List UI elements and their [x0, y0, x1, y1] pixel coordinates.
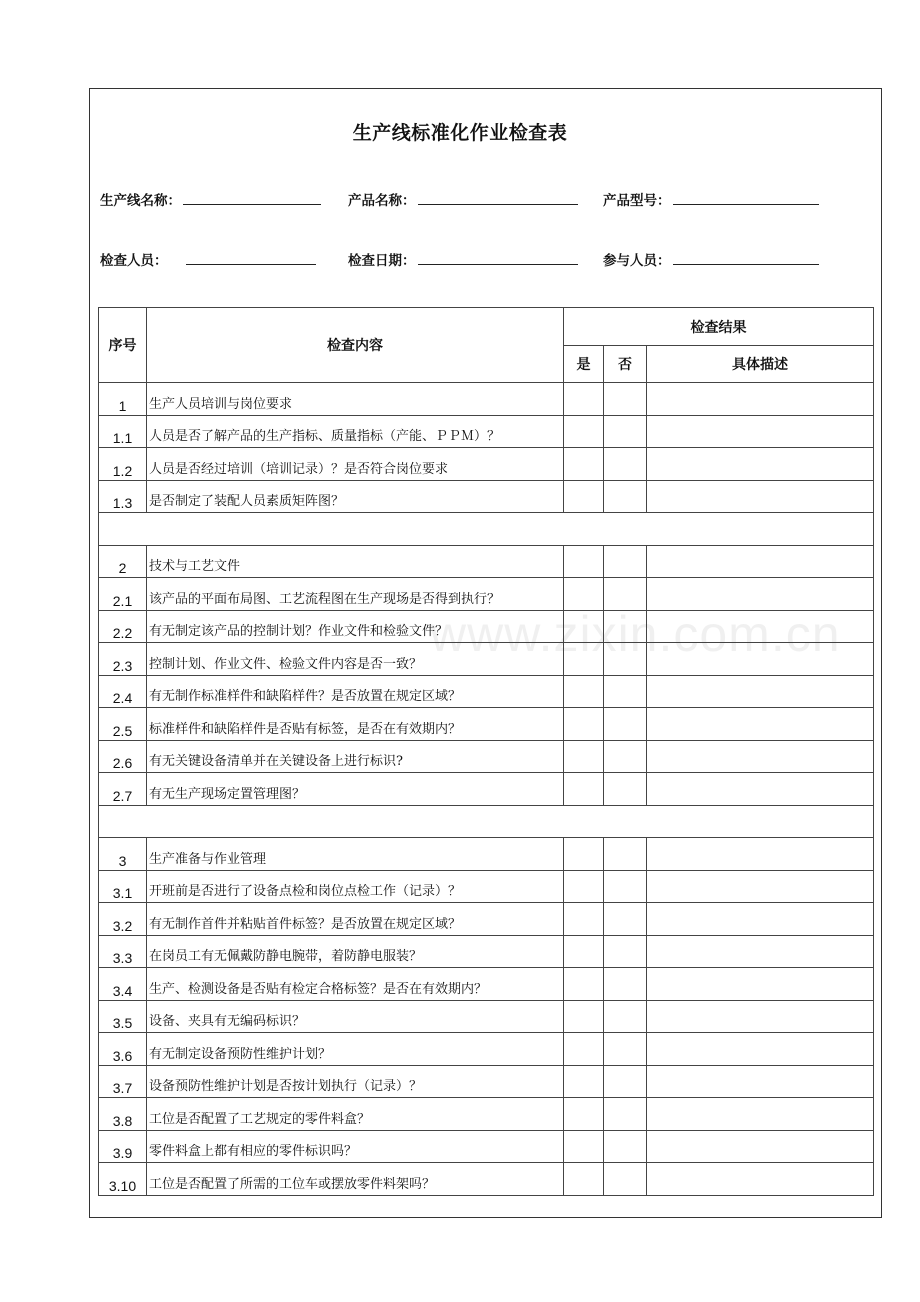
description-cell[interactable]: [647, 838, 874, 871]
table-row: [99, 480, 874, 513]
yes-cell[interactable]: [564, 708, 604, 741]
participants-field: [603, 249, 819, 269]
row-number: 3.8: [99, 1098, 147, 1131]
table-row: [99, 415, 874, 448]
yes-cell[interactable]: [564, 675, 604, 708]
yes-cell[interactable]: [564, 870, 604, 903]
no-cell[interactable]: [604, 838, 647, 871]
row-content: 人员是否经过培训（培训记录）？是否符合岗位要求: [147, 448, 564, 481]
no-cell[interactable]: [604, 610, 647, 643]
table-row: [99, 448, 874, 481]
description-cell[interactable]: [647, 773, 874, 806]
no-cell[interactable]: [604, 935, 647, 968]
yes-cell[interactable]: [564, 1000, 604, 1033]
date-field: [348, 249, 578, 269]
product-model-label: 产品型号：: [603, 193, 671, 209]
description-cell[interactable]: [647, 708, 874, 741]
row-content: 生产人员培训与岗位要求: [147, 383, 564, 416]
yes-cell[interactable]: [564, 415, 604, 448]
row-number: 2.3: [99, 643, 147, 676]
row-number: 3.5: [99, 1000, 147, 1033]
row-content: 有无制作首件并粘贴首件标签？是否放置在规定区域？: [147, 903, 564, 936]
product-name-input[interactable]: [418, 191, 578, 205]
product-name-field: [348, 189, 578, 209]
no-cell[interactable]: [604, 675, 647, 708]
row-number: 1.3: [99, 480, 147, 513]
yes-cell[interactable]: [564, 1033, 604, 1066]
row-number: 3.10: [99, 1163, 147, 1196]
table-row: [99, 1163, 874, 1196]
description-cell[interactable]: [647, 740, 874, 773]
row-number: 3.1: [99, 870, 147, 903]
description-cell[interactable]: [647, 545, 874, 578]
no-cell[interactable]: [604, 903, 647, 936]
yes-cell[interactable]: [564, 1065, 604, 1098]
row-number: 1.2: [99, 448, 147, 481]
table-row: [99, 545, 874, 578]
page-title: 生产线标准化作业检查表: [352, 122, 568, 144]
table-row: [99, 838, 874, 871]
description-cell[interactable]: [647, 415, 874, 448]
product-name-label: 产品名称：: [348, 193, 416, 209]
row-number: 2: [99, 545, 147, 578]
row-number: 3.6: [99, 1033, 147, 1066]
no-cell[interactable]: [604, 708, 647, 741]
no-cell[interactable]: [604, 1098, 647, 1131]
no-cell[interactable]: [604, 1065, 647, 1098]
description-cell[interactable]: [647, 1000, 874, 1033]
yes-cell[interactable]: [564, 1163, 604, 1196]
row-number: 2.2: [99, 610, 147, 643]
table-row: [99, 968, 874, 1001]
header-yes: 是: [564, 346, 604, 383]
header-result: 检查结果: [564, 308, 874, 346]
no-cell[interactable]: [604, 448, 647, 481]
yes-cell[interactable]: [564, 448, 604, 481]
table-row: [99, 1033, 874, 1066]
checklist-table: [98, 307, 874, 1196]
table-row: [99, 708, 874, 741]
row-content: 标准样件和缺陷样件是否贴有标签，是否在有效期内？: [147, 708, 564, 741]
separator-cell: [99, 513, 874, 546]
line-name-label: 生产线名称：: [100, 193, 181, 209]
date-input[interactable]: [418, 251, 578, 265]
yes-cell[interactable]: [564, 1098, 604, 1131]
table-row: [99, 903, 874, 936]
row-content: 设备预防性维护计划是否按计划执行（记录）？: [147, 1065, 564, 1098]
yes-cell[interactable]: [564, 935, 604, 968]
row-content: 该产品的平面布局图、工艺流程图在生产现场是否得到执行？: [147, 578, 564, 611]
row-number: 2.7: [99, 773, 147, 806]
no-cell[interactable]: [604, 1130, 647, 1163]
description-cell[interactable]: [647, 1098, 874, 1131]
description-cell[interactable]: [647, 480, 874, 513]
header-seq: 序号: [99, 308, 147, 383]
row-content: 有无制定设备预防性维护计划？: [147, 1033, 564, 1066]
line-name-input[interactable]: [183, 191, 321, 205]
row-content: 设备、夹具有无编码标识？: [147, 1000, 564, 1033]
row-content: 开班前是否进行了设备点检和岗位点检工作（记录）？: [147, 870, 564, 903]
row-number: 2.1: [99, 578, 147, 611]
description-cell[interactable]: [647, 1130, 874, 1163]
yes-cell[interactable]: [564, 545, 604, 578]
yes-cell[interactable]: [564, 578, 604, 611]
row-content: 工位是否配置了所需的工位车或摆放零件料架吗？: [147, 1163, 564, 1196]
table-row: [99, 383, 874, 416]
row-content: 工位是否配置了工艺规定的零件料盒？: [147, 1098, 564, 1131]
no-cell[interactable]: [604, 870, 647, 903]
row-number: 1.1: [99, 415, 147, 448]
row-content: 有无关键设备清单并在关键设备上进行标识?: [147, 740, 564, 773]
no-cell[interactable]: [604, 578, 647, 611]
date-label: 检查日期：: [348, 253, 416, 269]
no-cell[interactable]: [604, 1163, 647, 1196]
watermark: www.zixin.com.cn: [430, 606, 841, 662]
row-number: 3.2: [99, 903, 147, 936]
yes-cell[interactable]: [564, 383, 604, 416]
description-cell[interactable]: [647, 675, 874, 708]
product-model-field: [603, 189, 819, 209]
yes-cell[interactable]: [564, 610, 604, 643]
row-number: 3.3: [99, 935, 147, 968]
yes-cell[interactable]: [564, 480, 604, 513]
table-row: [99, 610, 874, 643]
table-row: [99, 773, 874, 806]
section-separator-row: [99, 513, 874, 546]
row-content: 在岗员工有无佩戴防静电腕带，着防静电服装？: [147, 935, 564, 968]
description-cell[interactable]: [647, 643, 874, 676]
table-row: [99, 740, 874, 773]
section-separator-row: [99, 805, 874, 838]
line-name-field: [100, 189, 321, 209]
table-row: [99, 675, 874, 708]
table-row: [99, 935, 874, 968]
table-row: [99, 870, 874, 903]
description-cell[interactable]: [647, 968, 874, 1001]
description-cell[interactable]: [647, 383, 874, 416]
header-desc: 具体描述: [647, 346, 874, 383]
row-content: 有无制作标准样件和缺陷样件？是否放置在规定区域？: [147, 675, 564, 708]
description-cell[interactable]: [647, 578, 874, 611]
description-cell[interactable]: [647, 1065, 874, 1098]
no-cell[interactable]: [604, 740, 647, 773]
no-cell[interactable]: [604, 773, 647, 806]
no-cell[interactable]: [604, 1000, 647, 1033]
row-content: 有无生产现场定置管理图？: [147, 773, 564, 806]
description-cell[interactable]: [647, 935, 874, 968]
separator-cell: [99, 805, 874, 838]
no-cell[interactable]: [604, 968, 647, 1001]
header-no: 否: [604, 346, 647, 383]
row-content: 技术与工艺文件: [147, 545, 564, 578]
checklist-body: [99, 383, 874, 1196]
yes-cell[interactable]: [564, 740, 604, 773]
table-row: [99, 1000, 874, 1033]
yes-cell[interactable]: [564, 968, 604, 1001]
description-cell[interactable]: [647, 870, 874, 903]
yes-cell[interactable]: [564, 773, 604, 806]
no-cell[interactable]: [604, 1033, 647, 1066]
participants-label: 参与人员：: [603, 253, 671, 269]
yes-cell[interactable]: [564, 838, 604, 871]
header-content: 检查内容: [147, 308, 564, 383]
inspector-field: [100, 249, 316, 269]
no-cell[interactable]: [604, 545, 647, 578]
description-cell[interactable]: [647, 1033, 874, 1066]
no-cell[interactable]: [604, 383, 647, 416]
participants-input[interactable]: [673, 251, 819, 265]
row-content: 有无制定该产品的控制计划？作业文件和检验文件？: [147, 610, 564, 643]
yes-cell[interactable]: [564, 1130, 604, 1163]
yes-cell[interactable]: [564, 643, 604, 676]
table-row: [99, 578, 874, 611]
table-row: [99, 1065, 874, 1098]
row-number: 3: [99, 838, 147, 871]
row-number: 3.9: [99, 1130, 147, 1163]
table-row: [99, 643, 874, 676]
row-content: 生产准备与作业管理: [147, 838, 564, 871]
row-number: 3.7: [99, 1065, 147, 1098]
no-cell[interactable]: [604, 480, 647, 513]
table-row: [99, 1130, 874, 1163]
yes-cell[interactable]: [564, 903, 604, 936]
row-content: 控制计划、作业文件、检验文件内容是否一致？: [147, 643, 564, 676]
no-cell[interactable]: [604, 415, 647, 448]
row-number: 2.6: [99, 740, 147, 773]
row-number: 2.5: [99, 708, 147, 741]
row-number: 1: [99, 383, 147, 416]
inspector-label: 检查人员：: [100, 253, 168, 269]
table-row: [99, 1098, 874, 1131]
no-cell[interactable]: [604, 643, 647, 676]
description-cell[interactable]: [647, 1163, 874, 1196]
row-number: 3.4: [99, 968, 147, 1001]
row-content: 是否制定了装配人员素质矩阵图？: [147, 480, 564, 513]
description-cell[interactable]: [647, 610, 874, 643]
inspector-input[interactable]: [186, 251, 316, 265]
row-number: 2.4: [99, 675, 147, 708]
row-content: 零件料盒上都有相应的零件标识吗？: [147, 1130, 564, 1163]
product-model-input[interactable]: [673, 191, 819, 205]
description-cell[interactable]: [647, 903, 874, 936]
description-cell[interactable]: [647, 448, 874, 481]
row-content: 生产、检测设备是否贴有检定合格标签？是否在有效期内？: [147, 968, 564, 1001]
row-content: 人员是否了解产品的生产指标、质量指标（产能、ＰＰＭ）？: [147, 415, 564, 448]
